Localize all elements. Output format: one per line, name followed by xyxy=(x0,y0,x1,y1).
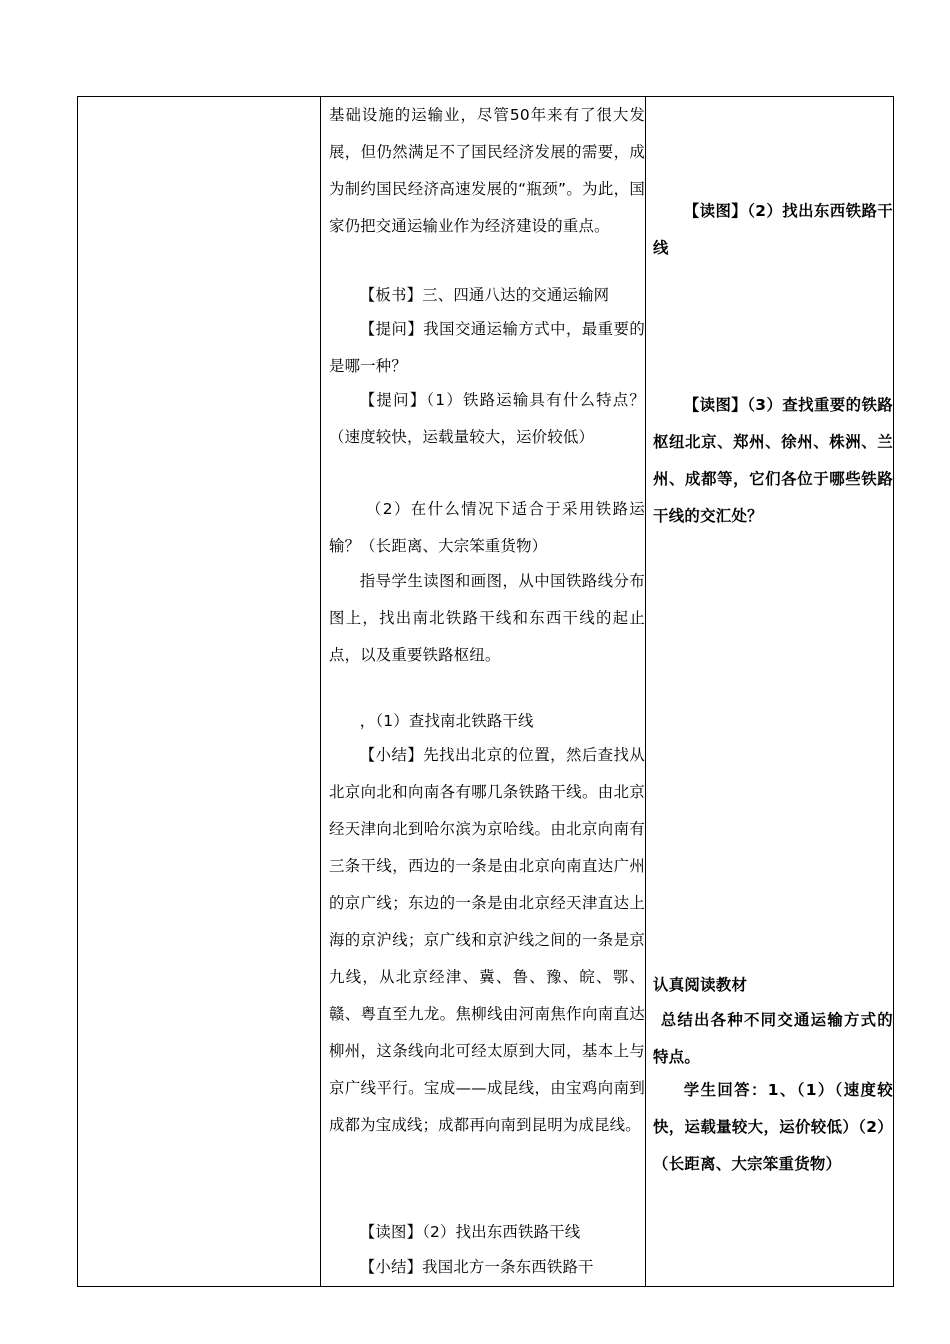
column-divider-right xyxy=(645,97,646,1286)
column-divider-left xyxy=(320,97,321,1286)
summarize-transport-features: 总结出各种不同交通运输方式的特点。 xyxy=(653,1011,893,1066)
paragraph-transport-bottleneck: 基础设施的运输业，尽管50年来有了很大发展，但仍然满足不了国民经济发展的需要，成为制约国民经济高速发展的“瓶颈”。为此，国家仍把交通运输业作为经济建设的重点。 xyxy=(329,106,645,235)
task-north-south-lines: ，（1）查找南北铁路干线 xyxy=(359,712,534,730)
guidance-map-reading: 指导学生读图和画图，从中国铁路线分布图上，找出南北铁路干线和东西干线的起止点，以及重要铁路枢纽。 xyxy=(329,572,645,664)
read-map-hubs: 【读图】（3）查找重要的铁路枢纽北京、郑州、徐州、株洲、兰州、成都等，它们各位于哪些铁路干线的交汇处？ xyxy=(653,396,893,525)
read-map-east-west: 【读图】（2）找出东西铁路干线 xyxy=(653,202,893,257)
question-rail-suitability: （2）在什么情况下适合于采用铁路运输？（长距离、大宗笨重货物） xyxy=(329,500,645,555)
question-rail-features: 【提问】（1）铁路运输具有什么特点？（速度较快，运载量较大，运价较低） xyxy=(329,391,645,446)
board-heading: 【板书】三、四通八达的交通运输网 xyxy=(359,286,610,304)
read-textbook: 认真阅读教材 xyxy=(653,976,748,994)
student-answer: 学生回答：1、（1）（速度较快，运载量较大，运价较低）（2）（长距离、大宗笨重货物） xyxy=(653,1081,893,1173)
summary-north-south-lines: 【小结】先找出北京的位置，然后查找从北京向北和向南各有哪几条铁路干线。由北京经天津向北到哈尔滨为京哈线。由北京向南有三条干线，西边的一条是由北京向南直达广州的京广线；东边的一条是由北京经天津直达上海的京沪线；京广线和京沪线之间的一条是京九线，从北京经津、冀、鲁、豫、皖、鄂、赣、粤直至九龙。焦柳线由河南焦作向南直达柳州，这条线向北可经太原到大同，基本上与京广线平行。宝成——成昆线，由宝鸡向南到成都为宝成线；成都再向南到昆明为成昆线。 xyxy=(329,746,645,1134)
task-east-west-lines: 【读图】（2）找出东西铁路干线 xyxy=(359,1223,581,1241)
summary-east-west-lines: 【小结】我国北方一条东西铁路干 xyxy=(359,1258,594,1276)
question-main-transport: 【提问】我国交通运输方式中，最重要的是哪一种？ xyxy=(329,320,645,375)
lesson-table xyxy=(77,96,894,1287)
